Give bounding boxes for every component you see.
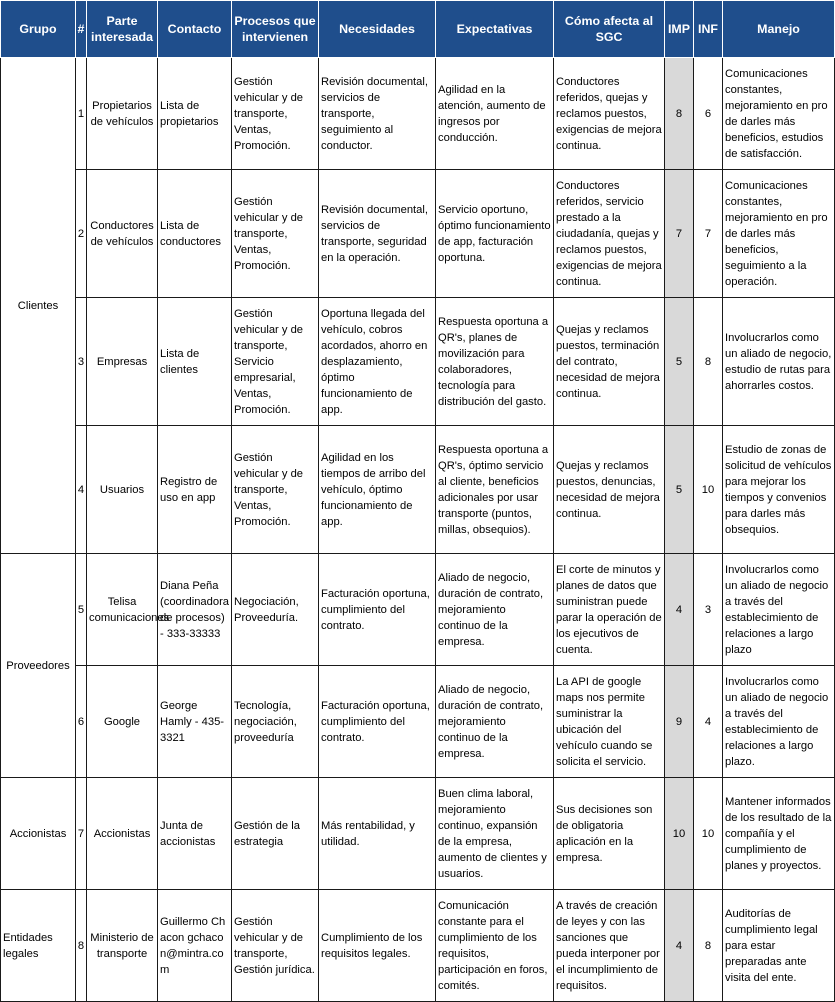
sgc-impact-cell: Sus decisiones son de obligatoria aplicación en la empresa. [554,778,665,890]
inf-value: 3 [694,554,723,666]
inf-value: 4 [694,666,723,778]
imp-value: 5 [665,298,694,426]
management-cell: Estudio de zonas de solicitud de vehículos para mejorar los tiempos y convenios para darles más obsequios. [723,426,835,554]
contact-cell: Lista de propietarios [158,58,232,170]
contact-cell: Lista de clientes [158,298,232,426]
row-number: 3 [76,298,87,426]
table-row [1,554,835,666]
row-number: 7 [76,778,87,890]
row-number: 6 [76,666,87,778]
management-cell: Mantener informados de los resultado de la compañía y el cumplimiento de planes y proyectos. [723,778,835,890]
group-entidades-legales: Entidades legales [1,890,76,1002]
table-row [1,170,835,298]
needs-cell: Oportuna llegada del vehículo, cobros acordados, ahorro en desplazamiento, óptimo funcionamiento de app. [319,298,436,426]
processes-cell: Negociación, Proveeduría. [232,554,319,666]
contact-cell: Diana Peña (coordinadora de procesos) - 333-33333 [158,554,232,666]
group-clientes: Clientes [1,58,76,554]
inf-value: 7 [694,170,723,298]
header-procesos: Procesos que intervienen [232,1,319,58]
stakeholder-name: Empresas [87,298,158,426]
inf-value: 6 [694,58,723,170]
row-number: 1 [76,58,87,170]
expectations-cell: Aliado de negocio, duración de contrato, mejoramiento continuo de la empresa. [436,554,554,666]
row-number: 5 [76,554,87,666]
expectations-cell: Agilidad en la atención, aumento de ingresos por conducción. [436,58,554,170]
needs-cell: Cumplimiento de los requisitos legales. [319,890,436,1002]
row-number: 4 [76,426,87,554]
imp-value: 7 [665,170,694,298]
sgc-impact-cell: A través de creación de leyes y con las sanciones que pueda interponer por el incumplimiento de requisitos. [554,890,665,1002]
header-row [1,1,835,58]
table-row [1,426,835,554]
expectations-cell: Respuesta oportuna a QR's, planes de movilización para colaboradores, tecnología para distribución del gasto. [436,298,554,426]
processes-cell: Gestión vehicular y de transporte, Ventas, Promoción. [232,58,319,170]
row-number: 8 [76,890,87,1002]
table-row [1,890,835,1002]
sgc-impact-cell: La API de google maps nos permite suministrar la ubicación del vehículo cuando se solicita el servicio. [554,666,665,778]
stakeholder-name: Accionistas [87,778,158,890]
header-necesidades: Necesidades [319,1,436,58]
inf-value: 10 [694,426,723,554]
sgc-impact-cell: Conductores referidos, quejas y reclamos puestos, exigencias de mejora continua. [554,58,665,170]
inf-value: 8 [694,298,723,426]
sgc-impact-cell: Quejas y reclamos puestos, terminación del contrato, necesidad de mejora continua. [554,298,665,426]
row-number: 2 [76,170,87,298]
contact-cell: Guillermo Chacon gchacon@mintra.com [158,890,232,1002]
imp-value: 8 [665,58,694,170]
stakeholder-name: Propietarios de vehículos [87,58,158,170]
table-row [1,298,835,426]
header-grupo: Grupo [1,1,76,58]
stakeholder-name: Google [87,666,158,778]
inf-value: 8 [694,890,723,1002]
imp-value: 4 [665,890,694,1002]
header-manejo: Manejo [723,1,835,58]
stakeholder-name: Conductores de vehículos [87,170,158,298]
header-afecta: Cómo afecta al SGC [554,1,665,58]
sgc-impact-cell: El corte de minutos y planes de datos que suministran puede parar la operación de los ejecutivos de cuenta. [554,554,665,666]
management-cell: Involucrarlos como un aliado de negocio, estudio de rutas para ahorrarles costos. [723,298,835,426]
management-cell: Involucrarlos como un aliado de negocio a través del establecimiento de relaciones a largo plazo [723,554,835,666]
header-inf: INF [694,1,723,58]
table-row [1,778,835,890]
stakeholder-name: Telisa comunicaciones [87,554,158,666]
processes-cell: Gestión de la estrategia [232,778,319,890]
imp-value: 4 [665,554,694,666]
needs-cell: Revisión documental, servicios de transporte, seguridad en la operación. [319,170,436,298]
expectations-cell: Servicio oportuno, óptimo funcionamiento de app, facturación oportuna. [436,170,554,298]
contact-cell: Junta de accionistas [158,778,232,890]
needs-cell: Más rentabilidad, y utilidad. [319,778,436,890]
inf-value: 10 [694,778,723,890]
processes-cell: Gestión vehicular y de transporte, Gestión jurídica. [232,890,319,1002]
contact-cell: Registro de uso en app [158,426,232,554]
imp-value: 10 [665,778,694,890]
table-row [1,58,835,170]
management-cell: Comunicaciones constantes, mejoramiento en pro de darles más beneficios, seguimiento a la operación. [723,170,835,298]
expectations-cell: Respuesta oportuna a QR's, óptimo servicio al cliente, beneficios adicionales por usar transporte (puntos, millas, obsequios). [436,426,554,554]
management-cell: Involucrarlos como un aliado de negocio a través del establecimiento de relaciones a largo plazo. [723,666,835,778]
management-cell: Comunicaciones constantes, mejoramiento en pro de darles más beneficios, estudios de satisfacción. [723,58,835,170]
needs-cell: Facturación oportuna, cumplimiento del contrato. [319,554,436,666]
expectations-cell: Buen clima laboral, mejoramiento continuo, expansión de la empresa, aumento de clientes y usuarios. [436,778,554,890]
header-num: # [76,1,87,58]
header-contacto: Contacto [158,1,232,58]
needs-cell: Facturación oportuna, cumplimiento del contrato. [319,666,436,778]
header-expectativas: Expectativas [436,1,554,58]
sgc-impact-cell: Quejas y reclamos puestos, denuncias, necesidad de mejora continua. [554,426,665,554]
processes-cell: Gestión vehicular y de transporte, Servicio empresarial, Ventas, Promoción. [232,298,319,426]
expectations-cell: Aliado de negocio, duración de contrato, mejoramiento continuo de la empresa. [436,666,554,778]
needs-cell: Revisión documental, servicios de transporte, seguimiento al conductor. [319,58,436,170]
contact-cell: George Hamly - 435-3321 [158,666,232,778]
imp-value: 5 [665,426,694,554]
stakeholder-name: Ministerio de transporte [87,890,158,1002]
stakeholder-name: Usuarios [87,426,158,554]
processes-cell: Gestión vehicular y de transporte, Ventas, Promoción. [232,170,319,298]
processes-cell: Gestión vehicular y de transporte, Ventas, Promoción. [232,426,319,554]
table-row [1,666,835,778]
imp-value: 9 [665,666,694,778]
contact-cell: Lista de conductores [158,170,232,298]
header-imp: IMP [665,1,694,58]
header-parte: Parte interesada [87,1,158,58]
group-accionistas: Accionistas [1,778,76,890]
expectations-cell: Comunicación constante para el cumplimiento de los requisitos, participación en foros, comités. [436,890,554,1002]
group-proveedores: Proveedores [1,554,76,778]
management-cell: Auditorías de cumplimiento legal para estar preparadas ante visita del ente. [723,890,835,1002]
sgc-impact-cell: Conductores referidos, servicio prestado a la ciudadanía, quejas y reclamos puestos, exigencias de mejora continua. [554,170,665,298]
processes-cell: Tecnología, negociación, proveeduría [232,666,319,778]
needs-cell: Agilidad en los tiempos de arribo del vehículo, óptimo funcionamiento de app. [319,426,436,554]
